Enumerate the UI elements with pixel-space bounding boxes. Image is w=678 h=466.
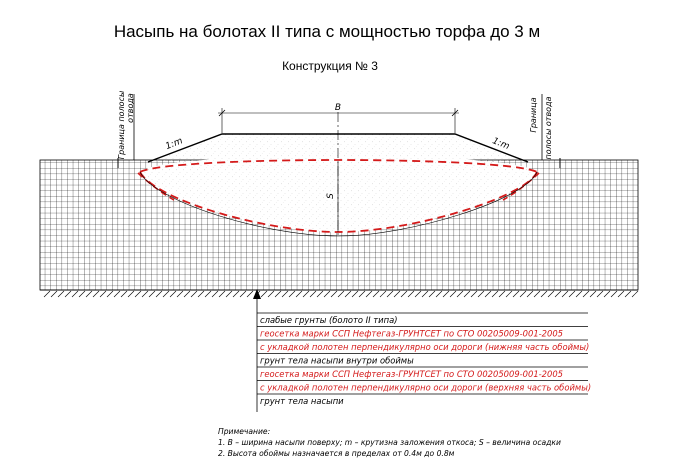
legend-item-5: геосетка марки ССП Нефтегаз-ГРУНТСЕТ по СТО 00205009-001-2005 — [260, 369, 564, 379]
drawing-title: Насыпь на болотах II типа с мощностью торфа до 3 м — [113, 22, 541, 41]
boundary-left — [117, 91, 135, 160]
legend-item-3: с укладкой полотен перпендикулярно оси дороги (нижняя часть обоймы) — [260, 342, 590, 352]
notes — [218, 427, 561, 458]
slope-label-right: 1:m — [490, 136, 511, 153]
boundary-right-line2: полосы отвода — [544, 96, 553, 160]
notes-heading: Примечание: — [218, 427, 271, 436]
settlement-label: S — [326, 193, 336, 199]
legend — [257, 313, 591, 406]
legend-item-1: слабые грунты (болото II типа) — [260, 315, 398, 325]
drawing-subtitle: Конструкция № 3 — [282, 59, 378, 73]
note-item-2: 2. Высота обоймы назначается в пределах от 0.4м до 0.8м — [218, 449, 455, 458]
legend-item-6: с укладкой полотен перпендикулярно оси дороги (верхняя часть обоймы) — [260, 382, 592, 393]
mineral-bottom-hatch — [40, 290, 638, 297]
boundary-right-line1: Граница — [529, 97, 538, 133]
legend-item-2: геосетка марки ССП Нефтегаз-ГРУНТСЕТ по СТО 00205009-001-2005 — [260, 328, 564, 339]
legend-item-7: грунт тела насыпи — [260, 396, 344, 406]
width-label: B — [334, 103, 342, 113]
boundary-left-line1: Граница полосы — [117, 90, 126, 160]
legend-item-4: грунт тела насыпи внутри обоймы — [260, 355, 414, 366]
width-dimension — [218, 103, 459, 133]
note-item-1: 1. B – ширина насыпи поверху; m – крутизна заложения откоса; S – величина осадки — [218, 438, 561, 447]
slope-label-left: 1:m — [164, 136, 185, 153]
boundary-right — [529, 94, 553, 160]
boundary-left-line2: отвода — [126, 93, 135, 123]
